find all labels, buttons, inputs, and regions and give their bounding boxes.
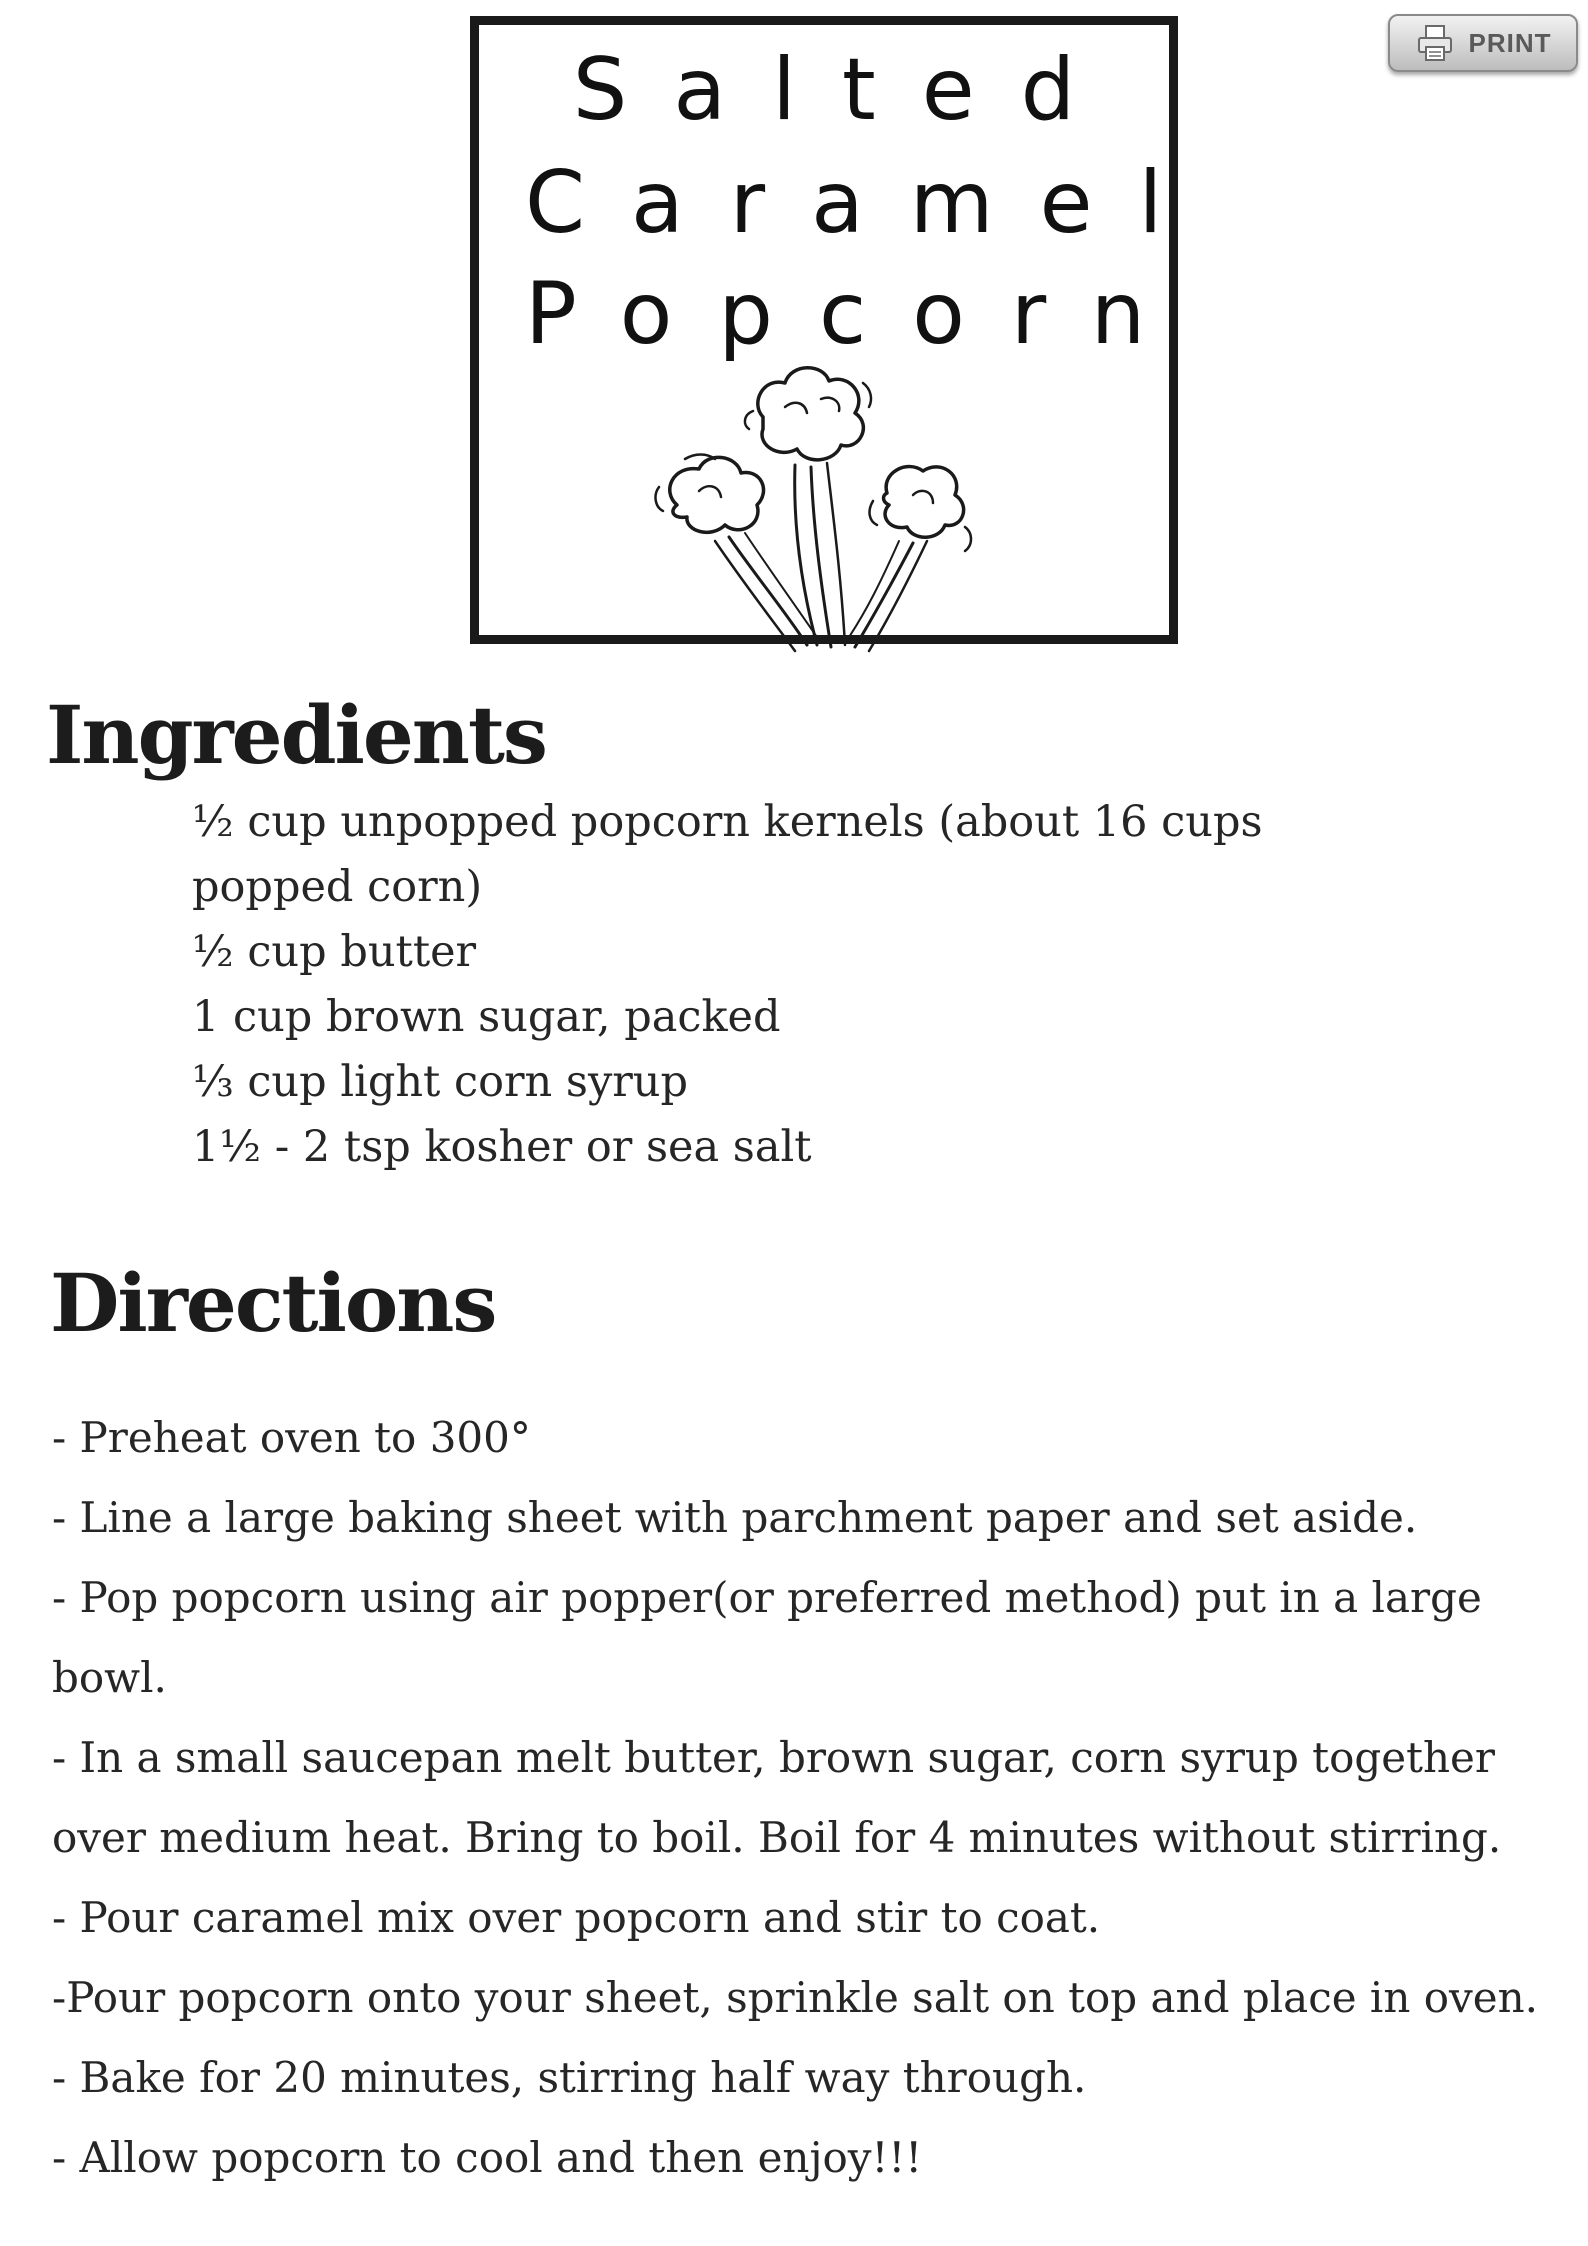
ingredients-list	[192, 790, 1392, 1180]
direction-step: - In a small saucepan melt butter, brown sugar, corn syrup together over medium heat. Bring to boil. Boil for 4 minutes without stirring.	[52, 1733, 1502, 1862]
popcorn-illustration	[645, 355, 975, 655]
print-button-label: PRINT	[1468, 27, 1552, 58]
recipe-title-card	[470, 16, 1209, 644]
direction-step: -Pour popcorn onto your sheet, sprinkle salt on top and place in oven.	[52, 1973, 1539, 2022]
printer-icon	[1415, 23, 1455, 63]
directions-list	[52, 1398, 1588, 2198]
direction-step: - Allow popcorn to cool and then enjoy!!!	[52, 2133, 923, 2182]
directions-heading: Directions	[50, 1256, 496, 1350]
ingredient-item: ½ cup unpopped popcorn kernels (about 16 cups popped corn)	[192, 797, 1263, 912]
direction-step: - Bake for 20 minutes, stirring half way through.	[52, 2053, 1087, 2102]
direction-step: - Pop popcorn using air popper(or preferred method) put in a large bowl.	[52, 1573, 1482, 1702]
title-line-1: Salted	[572, 40, 1122, 140]
print-button[interactable]	[1388, 14, 1578, 72]
title-line-2: Caramel	[525, 153, 1209, 253]
ingredient-item: 1 cup brown sugar, packed	[192, 992, 781, 1042]
direction-step: - Line a large baking sheet with parchment paper and set aside.	[52, 1493, 1418, 1542]
ingredient-item: ½ cup butter	[192, 927, 477, 977]
title-line-3: Popcorn	[525, 264, 1192, 364]
direction-step: - Pour caramel mix over popcorn and stir to coat.	[52, 1893, 1101, 1942]
ingredients-heading: Ingredients	[46, 688, 546, 782]
direction-step: - Preheat oven to 300°	[52, 1413, 531, 1462]
ingredient-item: 1½ - 2 tsp kosher or sea salt	[192, 1122, 812, 1172]
ingredient-item: ⅓ cup light corn syrup	[192, 1057, 689, 1107]
